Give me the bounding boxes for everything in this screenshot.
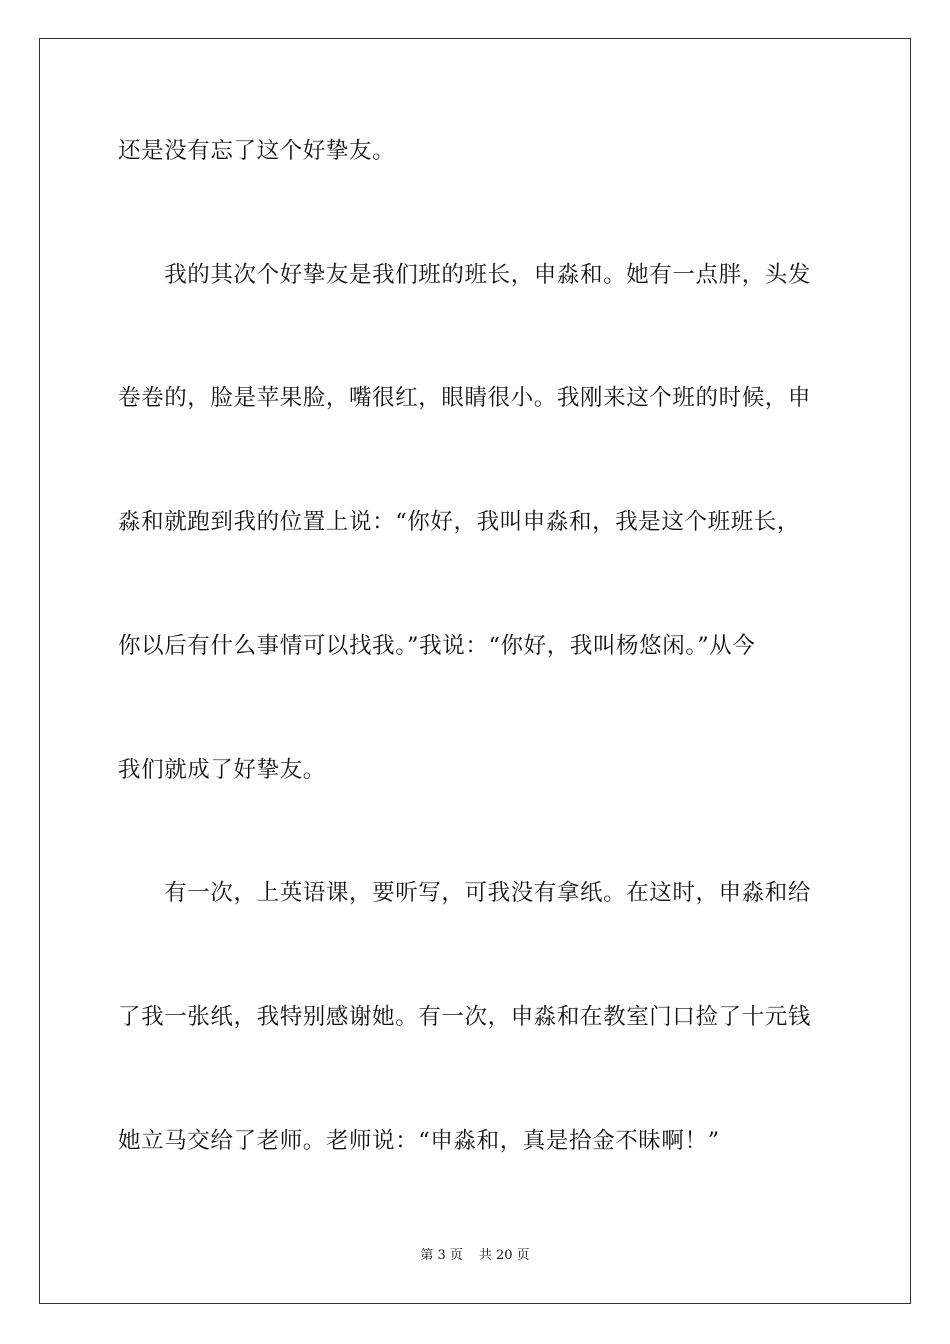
page-footer <box>0 1247 950 1265</box>
text-line: 有一次，上英语课，要听写，可我没有拿纸。在这时，申淼和给 <box>118 880 812 906</box>
text-line: 了我一张纸，我特别感谢她。有一次，申淼和在教室门口捡了十元钱 <box>118 1004 812 1030</box>
page-total: 共 20 页 <box>478 1248 530 1263</box>
text-line: 还是没有忘了这个好挚友。 <box>118 138 396 164</box>
page-border <box>39 38 911 1304</box>
page-number: 第 3 页 <box>420 1248 463 1263</box>
text-line: 她立马交给了老师。老师说：“申淼和，真是拾金不昧啊！” <box>118 1128 720 1154</box>
text-line: 你以后有什么事情可以找我。”我说：“你好，我叫杨悠闲。”从今 <box>118 633 756 659</box>
text-line: 淼和就跑到我的位置上说：“你好，我叫申淼和，我是这个班班长， <box>118 509 801 535</box>
text-line: 卷卷的，脸是苹果脸，嘴很红，眼睛很小。我刚来这个班的时候，申 <box>118 385 812 411</box>
text-line: 我的其次个好挚友是我们班的班长，申淼和。她有一点胖，头发 <box>118 262 812 288</box>
text-line: 我们就成了好挚友。 <box>118 757 326 783</box>
